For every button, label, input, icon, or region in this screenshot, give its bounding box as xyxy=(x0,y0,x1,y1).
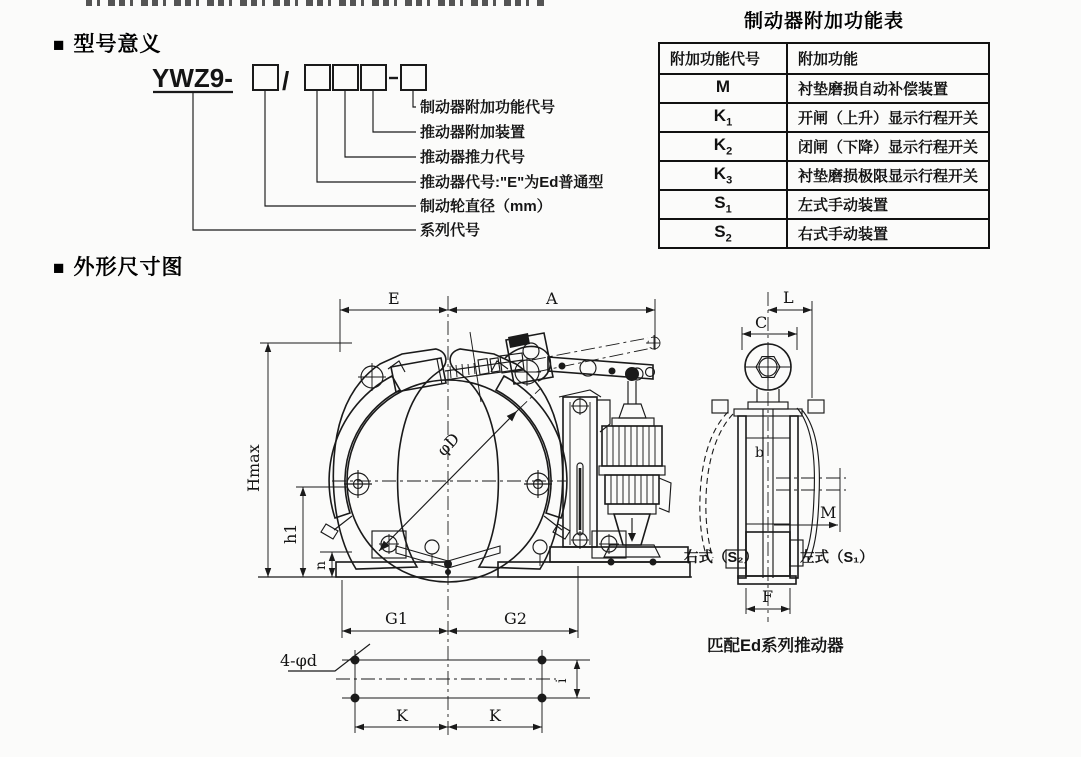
right-style-label: 右式（S₂） xyxy=(684,550,759,566)
col-header-code: 附加功能代号 xyxy=(659,43,787,74)
dim-label-K-right: K xyxy=(489,706,501,725)
handle-left-style-S1 xyxy=(797,408,819,560)
connector xyxy=(413,90,416,107)
model-box-thrust-code xyxy=(333,65,358,90)
model-label-thrust-code: 推动器推力代号 xyxy=(420,149,526,166)
section-title: 外形尺寸图 xyxy=(73,256,184,279)
dim-label-i: i xyxy=(554,678,570,683)
bolt-hole xyxy=(538,656,547,665)
section-title: 型号意义 xyxy=(73,33,162,56)
func-code: $S_2$ xyxy=(659,219,787,248)
dim-label-L: L xyxy=(783,288,794,307)
connector xyxy=(317,90,416,182)
model-label-thruster-attachment: 推动器附加装置 xyxy=(420,124,526,141)
model-box-thruster-attachment xyxy=(361,65,386,90)
thruster-side-view xyxy=(684,288,874,655)
bolt-hole xyxy=(351,694,360,703)
dim-label-M: M xyxy=(820,503,837,522)
model-slash: / xyxy=(282,66,290,96)
dim-label-K-left: K xyxy=(396,706,408,725)
model-code-diagram xyxy=(152,63,603,239)
model-box-wheel-diameter xyxy=(253,65,278,90)
base-pedestal xyxy=(550,547,688,562)
black-square-bullet-icon: ■ xyxy=(53,258,66,279)
dim-label-phiD: φD xyxy=(433,429,464,460)
func-desc: 开闸（上升）显示行程开关 xyxy=(787,103,989,132)
left-style-label: 左式（S₁） xyxy=(800,550,874,566)
func-code: M xyxy=(659,74,787,103)
func-code: $K_1$ xyxy=(659,103,787,132)
func-code: $K_3$ xyxy=(659,161,787,190)
dim-label-n: n xyxy=(313,560,329,570)
bolt-pattern-view xyxy=(280,644,590,733)
func-desc: 衬垫磨损自动补偿装置 xyxy=(787,74,989,103)
base-foot-right xyxy=(498,562,690,577)
black-square-bullet-icon: ■ xyxy=(53,35,66,56)
connector xyxy=(193,92,416,230)
connector xyxy=(345,90,416,157)
model-box-brake-function xyxy=(401,65,426,90)
func-desc: 闭闸（下降）显示行程开关 xyxy=(787,132,989,161)
connector xyxy=(265,90,416,206)
model-label-thruster-code: 推动器代号:"E"为Ed普通型 xyxy=(420,174,604,191)
func-code: $K_2$ xyxy=(659,132,787,161)
thruster-fins-upper xyxy=(602,426,662,466)
dim-label-Hmax: Hmax xyxy=(244,444,263,492)
model-base-code: YWZ9- xyxy=(152,63,233,93)
dim-label-bolt-note: 4-φd xyxy=(280,651,318,670)
bolt-hole xyxy=(538,694,547,703)
dim-label-G1: G1 xyxy=(385,609,408,628)
func-table-title: 制动器附加功能表 xyxy=(743,11,904,32)
func-desc: 右式手动装置 xyxy=(787,219,989,248)
side-view-caption: 匹配Ed系列推动器 xyxy=(707,637,844,655)
func-desc: 衬垫磨损极限显示行程开关 xyxy=(787,161,989,190)
model-label-wheel-diameter: 制动轮直径（mm） xyxy=(420,198,552,215)
bolt-hole xyxy=(351,656,360,665)
dim-label-h1: h1 xyxy=(281,523,300,544)
connector xyxy=(373,90,416,132)
func-desc: 左式手动装置 xyxy=(787,190,989,219)
dim-label-A: A xyxy=(546,289,558,308)
dim-label-G2: G2 xyxy=(504,609,527,628)
handle-right-style-S2 xyxy=(700,412,733,560)
dim-label-C: C xyxy=(755,313,768,332)
model-label-brake-function-code: 制动器附加功能代号 xyxy=(420,99,556,116)
thruster-fins-lower xyxy=(605,475,659,504)
dim-label-E: E xyxy=(388,289,400,308)
dim-label-F: F xyxy=(762,587,774,606)
brake-shoe-left xyxy=(329,376,400,518)
col-header-function: 附加功能 xyxy=(787,43,989,74)
model-box-thruster-code xyxy=(305,65,330,90)
model-label-series-code: 系列代号 xyxy=(420,222,481,239)
dim-label-b: b xyxy=(755,445,764,461)
func-code: $S_1$ xyxy=(659,190,787,219)
